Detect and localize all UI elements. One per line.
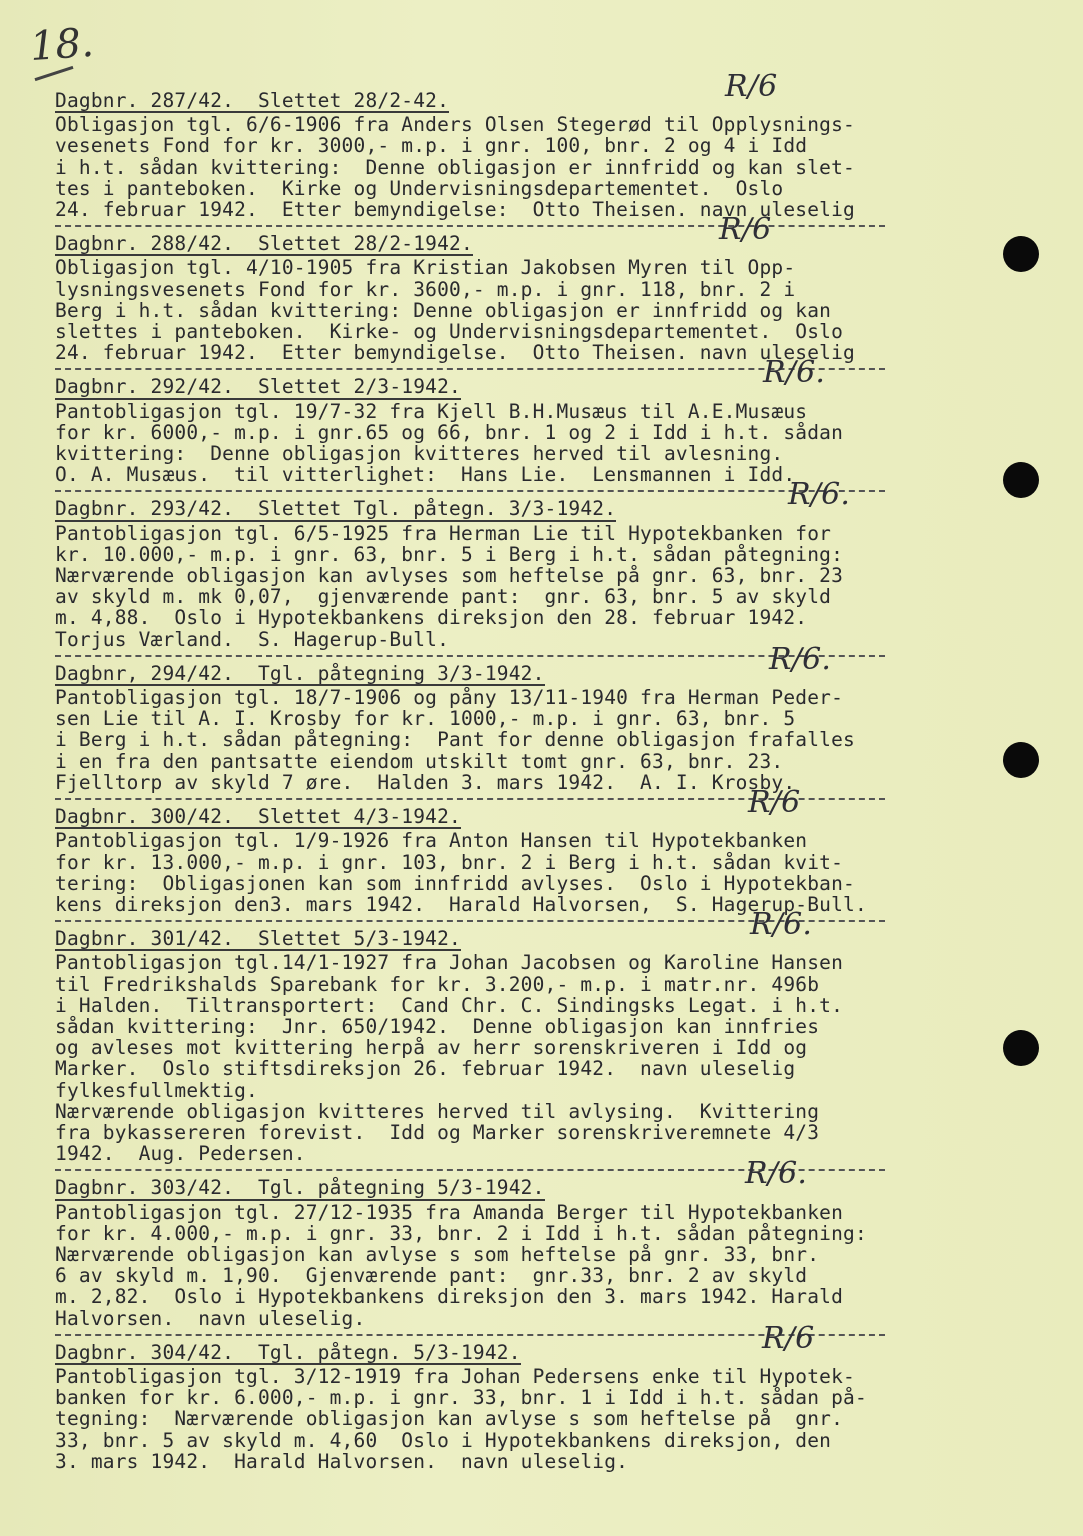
entry-text-line: kens direksjon den3. mars 1942. Harald Halvorsen, S. Hagerup-Bull. — [55, 892, 867, 916]
ledger-entries — [55, 69, 935, 1473]
entry-text-line: i Berg i h.t. sådan påtegning: Pant for denne obligasjon frafalles — [55, 728, 855, 752]
entry-header: Dagbnr. 288/42. Slettet 28/2-1942. — [55, 232, 473, 256]
ledger-entry — [55, 907, 935, 1166]
entry-text-line: tes i panteboken. Kirke og Undervisningsdepartementet. Oslo — [55, 176, 784, 200]
entry-text-line: m. 4,88. Oslo i Hypotekbankens direksjon den 28. februar 1942. — [55, 606, 808, 630]
entry-initials: R/6. — [750, 907, 813, 943]
ledger-entry — [55, 477, 935, 651]
entry-initials: R/6 — [725, 69, 778, 104]
entry-header: Dagbnr. 301/42. Slettet 5/3-1942. — [55, 927, 461, 951]
punch-hole — [1003, 742, 1039, 778]
entry-text-line: Pantobligasjon tgl. 18/7-1906 og påny 13/11-1940 fra Herman Peder- — [55, 686, 844, 710]
ledger-entry — [55, 785, 935, 916]
punch-hole — [1003, 236, 1039, 272]
entry-text-line: for kr. 4.000,- m.p. i gnr. 33, bnr. 2 i Idd i h.t. sådan påtegning: — [55, 1221, 867, 1245]
entry-text-line: 3. mars 1942. Harald Halvorsen. navn uleselig. — [55, 1449, 629, 1473]
entry-text-line: i h.t. sådan kvittering: Denne obligasjon er innfridd og kan slet- — [55, 155, 855, 179]
entry-text-line: 33, bnr. 5 av skyld m. 4,60 Oslo i Hypotekbankens direksjon, den — [55, 1428, 832, 1452]
entry-text-line: kvittering: Denne obligasjon kvitteres herved til avlesning. — [55, 442, 784, 466]
entry-text-line: sådan kvittering: Jnr. 650/1942. Denne obligasjon kan innfries — [55, 1014, 820, 1038]
entry-initials: R/6. — [745, 1156, 808, 1192]
entry-text-line: Nærværende obligasjon kvitteres herved til avlysing. Kvittering — [55, 1099, 820, 1123]
entry-text-line: og avleses mot kvittering herpå av herr sorenskriveren i Idd og — [55, 1036, 808, 1060]
ledger-entry — [55, 641, 935, 794]
entry-text-line: til Fredrikshalds Sparebank for kr. 3.200,- m.p. i matr.nr. 496b — [55, 972, 820, 996]
entry-header: Dagbnr. 300/42. Slettet 4/3-1942. — [55, 805, 461, 829]
entry-text-line: 24. februar 1942. Etter bemyndigelse: Otto Theisen. navn uleselig — [55, 198, 855, 222]
entry-text-line: 24. februar 1942. Etter bemyndigelse. Otto Theisen. navn uleselig — [55, 341, 855, 365]
entry-text-line: vesenets Fond for kr. 3000,- m.p. i gnr. 100, bnr. 2 og 4 i Idd — [55, 134, 808, 158]
entry-text-line: fra bykassereren forevist. Idd og Marker sorenskriveremnete 4/3 — [55, 1120, 820, 1144]
entry-text-line: Nærværende obligasjon kan avlyse s som heftelse på gnr. 33, bnr. — [55, 1242, 820, 1266]
entry-initials: R/6 — [748, 785, 801, 821]
entry-text-line: for kr. 13.000,- m.p. i gnr. 103, bnr. 2 i Berg i h.t. sådan kvit- — [55, 850, 844, 874]
entry-text-line: sen Lie til A. I. Krosby for kr. 1000,- m.p. i gnr. 63, bnr. 5 — [55, 707, 796, 731]
entry-text-line: av skyld m. mk 0,07, gjenværende pant: gnr. 63, bnr. 5 av skyld — [55, 585, 832, 609]
entry-header: Dagbnr. 304/42. Tgl. påtegn. 5/3-1942. — [55, 1340, 521, 1364]
ledger-entry — [55, 1320, 935, 1473]
entry-text-line: Obligasjon tgl. 6/6-1906 fra Anders Olsen Stegerød til Opplysnings- — [55, 113, 855, 137]
entry-text-line: i en fra den pantsatte eiendom utskilt tomt gnr. 63, bnr. 23. — [55, 749, 784, 773]
page-number: 18. — [28, 19, 96, 71]
entry-text-line: Halvorsen. navn uleselig. — [55, 1306, 366, 1330]
punch-hole — [1003, 1030, 1039, 1066]
entry-text-line: Pantobligasjon tgl.14/1-1927 fra Johan Jacobsen og Karoline Hansen — [55, 951, 844, 975]
entry-header: Dagbnr. 303/42. Tgl. påtegning 5/3-1942. — [55, 1176, 545, 1200]
entry-text-line: tering: Obligasjonen kan som innfridd avlyses. Oslo i Hypotekban- — [55, 871, 855, 895]
entry-text-line: lysningsvesenets Fond for kr. 3600,- m.p. i gnr. 118, bnr. 2 i — [55, 277, 796, 301]
entry-text-line: tegning: Nærværende obligasjon kan avlyse s som heftelse på gnr. — [55, 1407, 844, 1431]
entry-initials: R/6 — [762, 1320, 815, 1356]
entry-text-line: i Halden. Tiltransportert: Cand Chr. C. Sindingsks Legat. i h.t. — [55, 993, 844, 1017]
entry-header: Dagbnr. 287/42. Slettet 28/2-42. — [55, 89, 450, 112]
entry-text-line: Obligasjon tgl. 4/10-1905 fra Kristian Jakobsen Myren til Opp- — [55, 256, 796, 280]
entry-divider — [55, 1334, 885, 1336]
ledger-entry — [55, 69, 935, 222]
entry-initials: R/6. — [769, 641, 832, 677]
entry-text-line: Pantobligasjon tgl. 1/9-1926 fra Anton Hansen til Hypotekbanken — [55, 829, 808, 853]
ledger-entry — [55, 212, 935, 365]
ledger-entry — [55, 355, 935, 487]
entry-header: Dagbnr. 293/42. Slettet Tgl. påtegn. 3/3-1942. — [55, 497, 617, 521]
entry-text-line: Pantobligasjon tgl. 27/12-1935 fra Amanda Berger til Hypotekbanken — [55, 1200, 844, 1224]
entry-header: Dagbnr. 292/42. Slettet 2/3-1942. — [55, 375, 461, 399]
entry-text-line: banken for kr. 6.000,- m.p. i gnr. 33, bnr. 1 i Idd i h.t. sådan på- — [55, 1386, 867, 1410]
entry-divider — [55, 368, 885, 370]
entry-text-line: kr. 10.000,- m.p. i gnr. 63, bnr. 5 i Berg i h.t. sådan påtegning: — [55, 542, 844, 566]
entry-header: Dagbnr, 294/42. Tgl. påtegning 3/3-1942. — [55, 661, 545, 685]
entry-text-line: fylkesfullmektig. — [55, 1078, 258, 1102]
entry-divider — [55, 655, 885, 657]
entry-text-line: 1942. Aug. Pedersen. — [55, 1142, 306, 1166]
entry-text-line: for kr. 6000,- m.p. i gnr.65 og 66, bnr. 1 og 2 i Idd i h.t. sådan — [55, 420, 844, 444]
entry-text-line: slettes i panteboken. Kirke- og Undervisningsdepartementet. Oslo — [55, 320, 844, 344]
entry-text-line: Pantobligasjon tgl. 6/5-1925 fra Herman Lie til Hypotekbanken for — [55, 521, 832, 545]
entry-text-line: Pantobligasjon tgl. 3/12-1919 fra Johan Pedersens enke til Hypotek- — [55, 1364, 855, 1388]
entry-initials: R/6 — [719, 212, 772, 248]
entry-text-line: m. 2,82. Oslo i Hypotekbankens direksjon den 3. mars 1942. Harald — [55, 1285, 844, 1309]
punch-hole — [1003, 462, 1039, 498]
entry-text-line: O. A. Musæus. til vitterlighet: Hans Lie. Lensmannen i Idd. — [55, 463, 796, 487]
entry-divider — [55, 490, 885, 492]
entry-text-line: Torjus Værland. S. Hagerup-Bull. — [55, 627, 450, 651]
ledger-entry — [55, 1156, 935, 1330]
entry-text-line: Marker. Oslo stiftsdireksjon 26. februar 1942. navn uleselig — [55, 1057, 796, 1081]
entry-initials: R/6. — [788, 477, 851, 513]
entry-text-line: 6 av skyld m. 1,90. Gjenværende pant: gnr.33, bnr. 2 av skyld — [55, 1264, 808, 1288]
entry-initials: R/6. — [763, 355, 826, 391]
entry-text-line: Pantobligasjon tgl. 19/7-32 fra Kjell B.H.Musæus til A.E.Musæus — [55, 399, 808, 423]
entry-text-line: Berg i h.t. sådan kvittering: Denne obligasjon er innfridd og kan — [55, 298, 832, 322]
entry-text-line: Fjelltorp av skyld 7 øre. Halden 3. mars 1942. A. I. Krosby. — [55, 770, 796, 794]
entry-text-line: Nærværende obligasjon kan avlyses som heftelse på gnr. 63, bnr. 23 — [55, 564, 844, 588]
